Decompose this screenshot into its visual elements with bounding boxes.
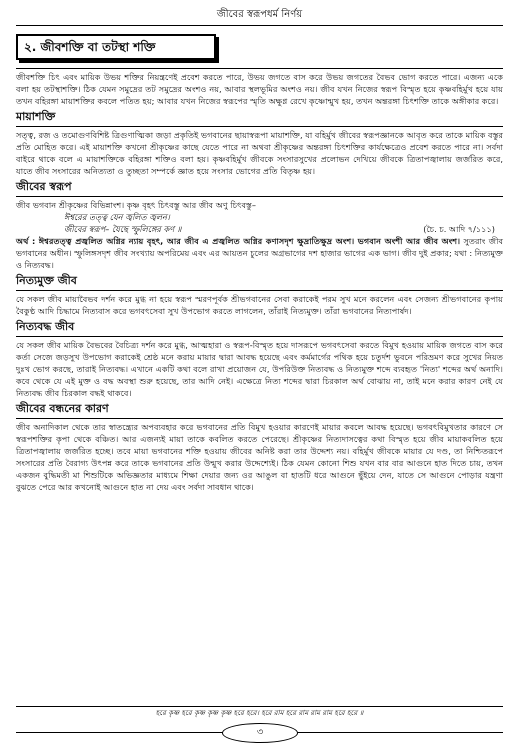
verse-line-2	[16, 223, 503, 235]
verse-reference: (চৈ. চ. আদি ৭/১১১)	[423, 224, 495, 234]
section-title-mayashakti: মায়াশক্তি	[16, 110, 56, 123]
running-head: জীবের স্বরূপধর্ম নির্ণয়	[216, 9, 303, 20]
footer	[16, 706, 503, 738]
section-body-nitya-mukta: যে সকল জীব মায়াবৈভব দর্শন করে মুগ্ধ না হয়ে স্বরূপ স্মরণপূর্বক শ্রীভগবানের সেবা করাকেই পরম সুখ মনে করলেন এবং সেজন্য শ্রীভগবানের কৃপায় বৈকুণ্ঠ আদি চিদ্ধামে নিত্যবাস করে ভগবৎসেবা সুখ উপভোগ করতে লাগলেন, তাঁরাই নিত্যমুক্ত। তাঁরা ভগবানের নিত্যপার্ষদ।	[16, 294, 503, 316]
section-body-bandhan-karan: জীব অনাদিকাল থেকে তার স্বাতন্ত্র্যের অপব্যবহার করে ভগবানের প্রতি বিমুখ হওয়ার কারণেই মায়ার কবলে আবদ্ধ হয়েছে। ভগবৎবিমুখতার কারণে সে স্বরূপশক্তির কৃপা থেকে বঞ্চিত। আর এজন্যই মায়া তাকে কবলিত করতে পেরেছে। শ্রীকৃষ্ণের নিত্যদাসত্বের কথা বিস্মৃত হয়ে জীব মায়াকবলিত হয়ে ত্রিতাপজ্বালায় জর্জরিত হচ্ছে। তবে মায়া ভগবানের শক্তি হওয়ায় জীবের অনিষ্ট করা তার উদ্দেশ্য নয়। বহির্মুখ জীবকে মায়ার যে দণ্ড, তা নিশ্চিতরূপে সংসারের প্রতি বৈরাগ্য উৎপন্ন করে তাকে ভগবানের প্রতি উন্মুখ করার উদ্দেশ্যেই। ঠিক যেমন কোনো শিশু যখন বার বার আগুনে হাত দিতে চায়, তখন একজন বুদ্ধিমতী মা শিশুটিকে অভিজ্ঞতার মাধ্যমে শিক্ষা দেয়ার জন্য ওর আঙুল বা হাতটি ধরে আগুনে ছুঁইয়ে দেন, যাতে সে আগুনে পোড়ার যন্ত্রণা বুঝতে পেরে আর কখনোই আগুনে হাত না দেয় এবং সর্বদা সাবধান থাকে।	[16, 422, 503, 492]
section-title-jiva-svarupa: জীবের স্বরূপ	[16, 180, 72, 193]
verse-line-2-text: জীবের স্বরূপ– যৈছে স্ফুলিঙ্গের কণ ॥	[64, 224, 182, 234]
verse-meaning-rest: সুতরাং জীব ভগবানের অধীন। স্ফুলিঙ্গসদৃশ জীব সংখ্যায় অপরিমেয় এবং এর আয়তন চুলের অগ্রভাগের দশ হাজার ভাগের এক ভাগ। জীব দুই প্রকার; যথা : নিত্যমুক্ত ও নিত্যবদ্ধ।	[16, 236, 504, 270]
section-body-nitya-baddha: যে সকল জীব মায়িক বৈভবের বৈচিত্র্য দর্শন করে মুগ্ধ, আত্মহারা ও স্বরূপ-বিস্মৃত হয়ে দাসরূপে ভগবৎসেবা করতে বিমুখ হওয়ায় মায়িক জগতে বাস করে কর্তা সেজে জড়সুখ উপভোগ করাকেই শ্রেষ্ঠ মনে করায় মায়ার দ্বারা আবদ্ধ হয়েছে এবং কর্মমার্গের পথিক হয়ে চতুর্দশ ভুবনে পরিভ্রমণ করে সুখের নিয়ত দুঃখ ভোগ করছে, তারাই নিত্যবদ্ধ। এখানে একটি কথা বলে রাখা প্রয়োজন যে, উপরিউক্ত নিত্যবদ্ধ ও নিত্যমুক্ত শব্দে ব্যবহৃত 'নিত্য' শব্দের অর্থ অনাদি। কবে থেকে যে এই মুক্ত ও বদ্ধ অবস্থা শুরু হয়েছে, তার আদি নেই। এক্ষেত্রে নিত্য শব্দের দ্বারা চিরকাল অর্থ বোঝায় না, তাই মনে করার কারণ নেই যে নিত্যবদ্ধ জীব চিরকাল বদ্ধই থাকবে।	[16, 340, 503, 398]
intro-paragraph: জীবশক্তি চিৎ এবং মায়িক উভয় শক্তির নিয়ন্ত্রণেই প্রবেশ করতে পারে, উভয় জগতে বাস করে উভয় জগতের বৈভব ভোগ করতে পারে। এজন্য একে বলা হয় তটস্থাশক্তি। ঠিক যেমন সমুদ্রের তট সমুদ্রের অংশও নয়, আবার স্থলভূমির অংশও নয়। জীব যখন নিজের স্বরূপ বিস্মৃত হয়ে কৃষ্ণবহির্মুখ হয়ে যায় তখন বহিরঙ্গা মায়াশক্তির কবলে পতিত হয়; আবার যখন নিজের স্বরূপের স্মৃতি অক্ষুণ্ণ রেখে কৃষ্ণোন্মুখ হয়, তখন অন্তরঙ্গা চিৎশক্তি তাকে অঙ্গীকার করে।	[16, 72, 503, 106]
section-title-nitya-baddha: নিত্যবদ্ধ জীব	[16, 320, 75, 333]
chapter-title: ২. জীবশক্তি বা তটস্থা শক্তি	[16, 34, 216, 60]
section-body-mayashakti: সত্ত্ব, রজ ও তমোগুণবিশিষ্ট ত্রিগুণাত্মিকা জড়া প্রকৃতিই ভগবানের ছায়াস্বরূপা মায়াশক্তি, যা বহির্মুখ জীবের স্বরূপজ্ঞানকে আবৃত করে তাকে মায়িক বস্তুর প্রতি মোহিত করে। এই মায়াশক্তি কখনো শ্রীকৃষ্ণের কাছে যেতে পারে না অথবা শ্রীকৃষ্ণের অন্তরঙ্গা চিৎশক্তির কার্যক্ষেত্রেও প্রবেশ করতে পারে না। সর্বদা বাইরে থাকে বলে এ মায়াশক্তিকে বহিরঙ্গা শক্তিও বলা হয়। কৃষ্ণবহির্মুখ জীবকে সংসারসুখের প্রলোভন দেখিয়ে জীবকে ত্রিতাপজ্বালায় জর্জরিত করে, যাতে জীব সংসারের অনিত্যতা ও তুচ্ছতা সম্পর্কে জ্ঞাত হয়ে সংসার ভোগের প্রতি বিতৃষ্ণ হয়।	[16, 130, 503, 176]
section-rule	[16, 418, 503, 419]
section-rule	[16, 126, 503, 127]
section-rule	[16, 336, 503, 337]
verse-meaning-bold: অর্থ : ঈশ্বরতত্ত্ব প্রজ্বলিত অগ্নির ন্যায় বৃহৎ, আর জীব এ প্রজ্বলিত অগ্নির কণাসদৃশ ক্ষুদ্রাতিক্ষুদ্র অংশ। ভগবান অংশী আর জীব অংশ।	[16, 236, 461, 246]
verse-line-1: ঈশ্বরের তত্ত্ব যেন জ্বলিত জ্বলন।	[64, 212, 170, 222]
header-rule	[16, 25, 503, 26]
page-number: ৩	[222, 723, 298, 743]
page	[16, 8, 503, 493]
chapter-rule	[16, 68, 503, 69]
section-intro-jiva-svarupa: জীব ভগবান শ্রীকৃষ্ণের বিভিন্নাংশ। কৃষ্ণ বৃহৎ চিৎবস্তু আর জীব অণু চিৎবস্তু–	[16, 200, 257, 210]
section-rule	[16, 196, 503, 197]
section-title-nitya-mukta: নিত্যমুক্ত জীব	[16, 274, 77, 287]
verse-meaning	[16, 235, 503, 271]
footer-mantra: হরে কৃষ্ণ হরে কৃষ্ণ কৃষ্ণ কৃষ্ণ হরে হরে। হরে রাম হরে রাম রাম রাম হরে হরে ॥	[155, 709, 364, 717]
section-rule	[16, 290, 503, 291]
section-title-bandhan-karan: জীবের বন্ধনের কারণ	[16, 402, 109, 415]
